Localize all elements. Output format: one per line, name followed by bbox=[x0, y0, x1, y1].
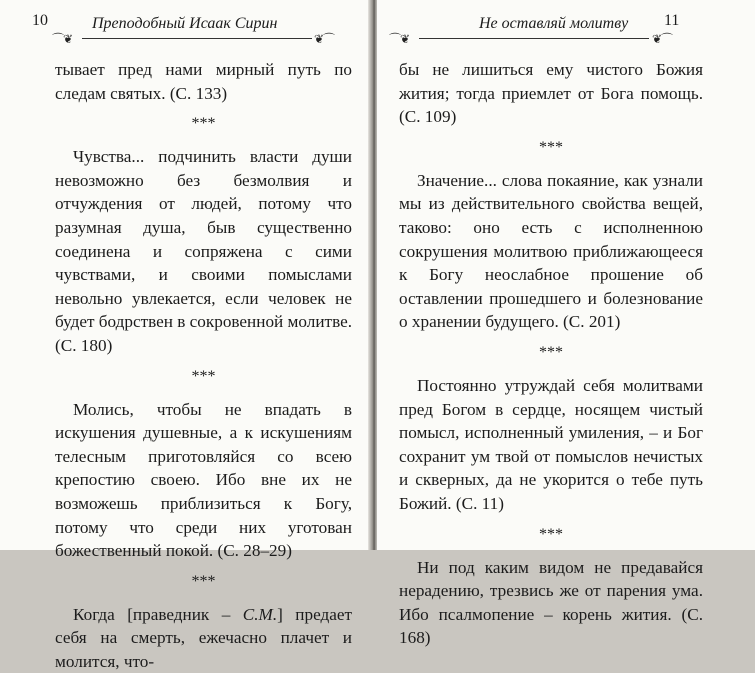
section-separator: *** bbox=[539, 138, 563, 156]
header-rule bbox=[82, 38, 312, 39]
section-separator: *** bbox=[539, 525, 563, 543]
running-head: Не оставляй молитву bbox=[479, 15, 629, 32]
running-head: Преподобный Исаак Сирин bbox=[92, 15, 278, 32]
right-page bbox=[377, 0, 755, 648]
section-separator: *** bbox=[539, 343, 563, 361]
paragraph: Постоянно утруждай себя молитвами пред Богом в сердце, носящем чистый помысл, исполненный умиления, – и Бог сохранит ум твой от помыслов нечистых и скверных, да не укорится о тебе путь Божий. (С. 11) bbox=[399, 375, 703, 513]
header-rule bbox=[419, 38, 649, 39]
page-number: 10 bbox=[32, 12, 48, 29]
section-separator: *** bbox=[191, 367, 216, 385]
left-text-block bbox=[55, 58, 352, 673]
paragraph: тывает пред нами мирный путь по следам святых. (С. 133) bbox=[55, 60, 352, 103]
paragraph-text: ] предает себя на смерть, ежечасно плачет и молится, что- bbox=[55, 604, 352, 671]
ornament-icon: ⌒❦ bbox=[52, 32, 73, 46]
section-separator: *** bbox=[191, 115, 216, 133]
ornament-icon: ❦⌒ bbox=[314, 32, 335, 46]
paragraph: Значение... слова покаяние, как узнали мы из действительного свойства вещей, таково: оно есть с исполненною сокрушения молитвою приближающееся к Богу неослабное прошение об оставлении прошедшего и болезнование о хранении будущего. (С. 201) bbox=[399, 170, 703, 332]
paragraph: Молись, чтобы не впадать в искушения душевные, а к искушениям телесным приготовляйся со всею крепостию своею. Ибо вне их не возможешь приблизиться к Богу, потому что среди них уготован божественный покой. (С. 28–29) bbox=[55, 399, 352, 561]
section-separator: *** bbox=[191, 572, 216, 590]
paragraph: бы не лишиться ему чистого Божия жития; тогда приемлет от Бога помощь. (С. 109) bbox=[399, 60, 703, 127]
ornament-icon: ❦⌒ bbox=[652, 32, 673, 46]
left-page-header bbox=[32, 8, 335, 46]
left-page bbox=[0, 0, 370, 671]
page-number: 11 bbox=[664, 12, 680, 29]
ornament-icon: ⌒❦ bbox=[389, 32, 410, 46]
paragraph bbox=[55, 603, 352, 673]
paragraph: Ни под каким видом не предавайся нерадению, трезвись же от парения ума. Ибо псалмопение – корень жития. (С. 168) bbox=[399, 557, 703, 648]
paragraph-text: Когда [праведник – bbox=[73, 604, 243, 624]
author-initials: С.М. bbox=[242, 604, 278, 624]
paragraph: Чувства... подчинить власти души невозможно без безмолвия и отчуждения от людей, потому что разумная душа, быв существенно соединена и сопряжена с сими чувствами, и своими помыслами невольно увлекается, если человек не будет бодрствен в сокровенной молитве. (С. 180) bbox=[55, 147, 353, 355]
right-text-block bbox=[399, 58, 703, 650]
right-page-header bbox=[384, 8, 684, 46]
